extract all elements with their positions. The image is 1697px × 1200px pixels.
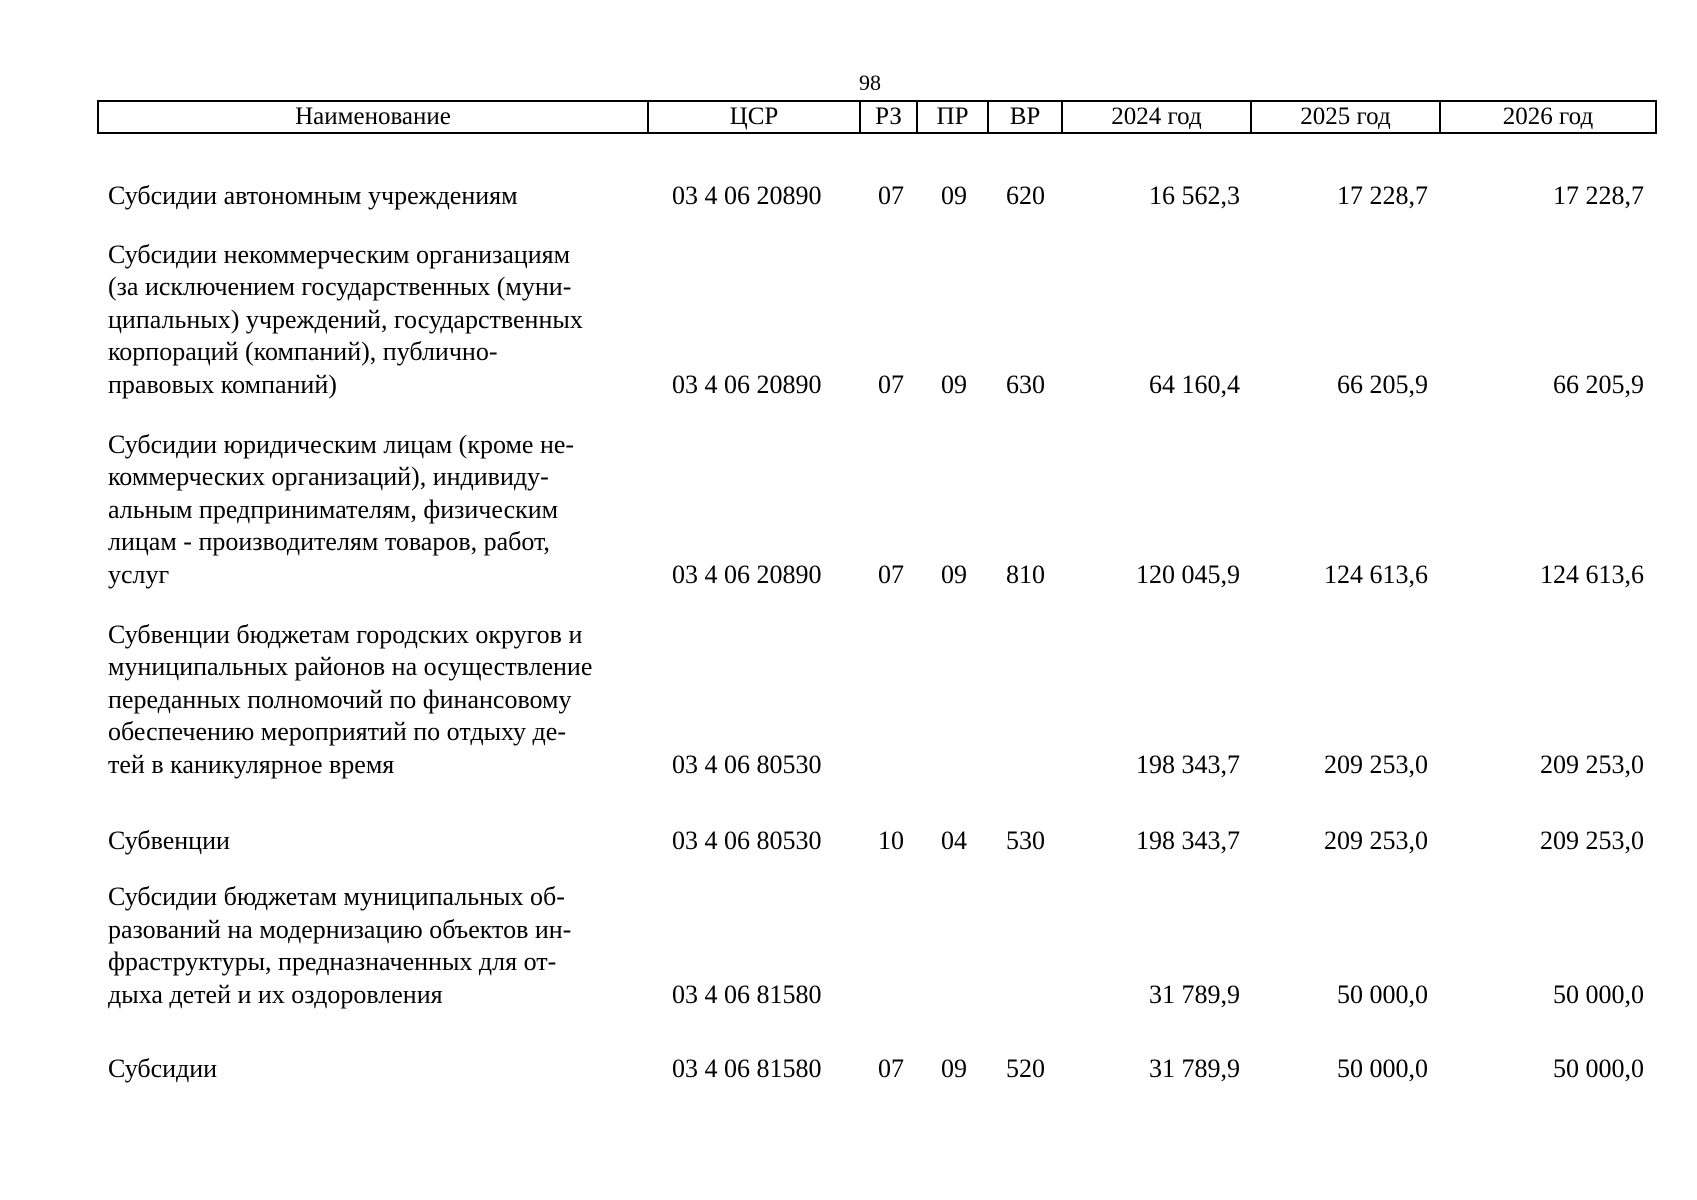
- row-name-line: дыха детей и их оздоровления: [108, 979, 443, 1009]
- row-value-2025: 209 253,0: [1324, 825, 1428, 855]
- row-name-line: Субсидии: [108, 1053, 218, 1083]
- row-name-line: Субвенции бюджетам городских округов и: [108, 619, 583, 649]
- row-csr: 03 4 06 80530: [672, 749, 822, 779]
- row-pr: 04: [941, 825, 967, 855]
- table-row: [0, 880, 1697, 1011]
- row-value-2025: 50 000,0: [1337, 979, 1428, 1009]
- row-name-line: коммерческих организаций), индивиду-: [108, 462, 549, 491]
- row-vr: 810: [1006, 559, 1045, 589]
- row-value-2026: 50 000,0: [1553, 979, 1644, 1009]
- row-rz: 07: [878, 180, 904, 210]
- row-value-2025: 50 000,0: [1337, 1053, 1428, 1083]
- column-header-vr: ВР: [988, 101, 1062, 133]
- table-row: [0, 179, 1697, 212]
- row-csr: 03 4 06 81580: [672, 979, 822, 1009]
- row-rz: 07: [878, 369, 904, 399]
- column-header-rz: РЗ: [860, 101, 917, 133]
- row-value-2026: 66 205,9: [1553, 369, 1644, 399]
- row-rz: 07: [878, 559, 904, 589]
- row-name-line: услуг: [108, 559, 170, 589]
- column-header-2025: 2025 год: [1251, 101, 1440, 133]
- row-value-2026: 209 253,0: [1540, 749, 1644, 779]
- row-name-line: Субсидии юридическим лицам (кроме не-: [108, 429, 575, 459]
- row-pr: 09: [941, 180, 967, 210]
- row-name: [108, 180, 648, 213]
- row-vr: 630: [1006, 369, 1045, 399]
- row-value-2024: 198 343,7: [1136, 825, 1240, 855]
- row-value-2026: 209 253,0: [1540, 825, 1644, 855]
- row-name: [108, 1053, 648, 1086]
- row-csr: 03 4 06 80530: [672, 825, 822, 855]
- column-header-name: Наименование: [98, 101, 648, 133]
- page-number: 98: [859, 70, 881, 95]
- table-row: [0, 1052, 1697, 1085]
- row-name: [108, 429, 648, 592]
- row-pr: 09: [941, 1053, 967, 1083]
- row-value-2026: 124 613,6: [1540, 559, 1644, 589]
- row-name-line: Субсидии некоммерческим организациям: [108, 239, 571, 269]
- row-name-line: Субсидии бюджетам муниципальных об-: [108, 882, 565, 911]
- table-header: [97, 100, 1657, 134]
- row-name-line: Субсидии автономным учреждениям: [108, 180, 518, 210]
- row-vr: 530: [1006, 825, 1045, 855]
- table-row: [0, 428, 1697, 591]
- column-header-2026: 2026 год: [1440, 101, 1656, 133]
- row-pr: 09: [941, 369, 967, 399]
- row-name-line: муниципальных районов на осуществление: [108, 652, 593, 681]
- row-vr: 620: [1006, 180, 1045, 210]
- row-csr: 03 4 06 81580: [672, 1053, 822, 1083]
- column-header-pr: ПР: [917, 101, 988, 133]
- table-row: [0, 824, 1697, 857]
- row-value-2025: 124 613,6: [1324, 559, 1428, 589]
- row-csr: 03 4 06 20890: [672, 180, 822, 210]
- row-value-2024: 64 160,4: [1149, 369, 1240, 399]
- row-name: [108, 239, 648, 402]
- row-name-line: лицам - производителям товаров, работ,: [108, 527, 550, 556]
- row-name-line: разований на модернизацию объектов ин-: [108, 914, 572, 944]
- row-value-2026: 50 000,0: [1553, 1053, 1644, 1083]
- column-header-2024: 2024 год: [1062, 101, 1251, 133]
- row-name: [108, 619, 648, 782]
- row-name-line: тей в каникулярное время: [108, 749, 395, 779]
- row-name-line: ципальных) учреждений, государственных: [108, 304, 583, 334]
- row-value-2025: 66 205,9: [1337, 369, 1428, 399]
- row-rz: 07: [878, 1053, 904, 1083]
- row-value-2024: 31 789,9: [1149, 979, 1240, 1009]
- row-value-2024: 31 789,9: [1149, 1053, 1240, 1083]
- row-name-line: правовых компаний): [108, 369, 337, 399]
- row-value-2024: 120 045,9: [1136, 559, 1240, 589]
- row-name-line: обеспечению мероприятий по отдыху де-: [108, 717, 566, 746]
- row-name: [108, 825, 648, 858]
- table-row: [0, 238, 1697, 401]
- row-name-line: (за исключением государственных (муни-: [108, 272, 572, 301]
- column-header-csr: ЦСР: [648, 101, 860, 133]
- row-name-line: альным предпринимателям, физическим: [108, 494, 559, 524]
- row-value-2025: 17 228,7: [1337, 180, 1428, 210]
- row-value-2024: 16 562,3: [1149, 180, 1240, 210]
- row-vr: 520: [1006, 1053, 1045, 1083]
- row-name-line: фраструктуры, предназначенных для от-: [108, 947, 557, 976]
- row-name-line: переданных полномочий по финансовому: [108, 684, 572, 714]
- row-csr: 03 4 06 20890: [672, 369, 822, 399]
- row-name-line: Субвенции: [108, 825, 230, 855]
- row-name: [108, 881, 648, 1011]
- row-value-2026: 17 228,7: [1553, 180, 1644, 210]
- row-name-line: корпораций (компаний), публично-: [108, 337, 498, 366]
- row-rz: 10: [878, 825, 904, 855]
- row-value-2025: 209 253,0: [1324, 749, 1428, 779]
- row-value-2024: 198 343,7: [1136, 749, 1240, 779]
- table-row: [0, 618, 1697, 781]
- row-pr: 09: [941, 559, 967, 589]
- row-csr: 03 4 06 20890: [672, 559, 822, 589]
